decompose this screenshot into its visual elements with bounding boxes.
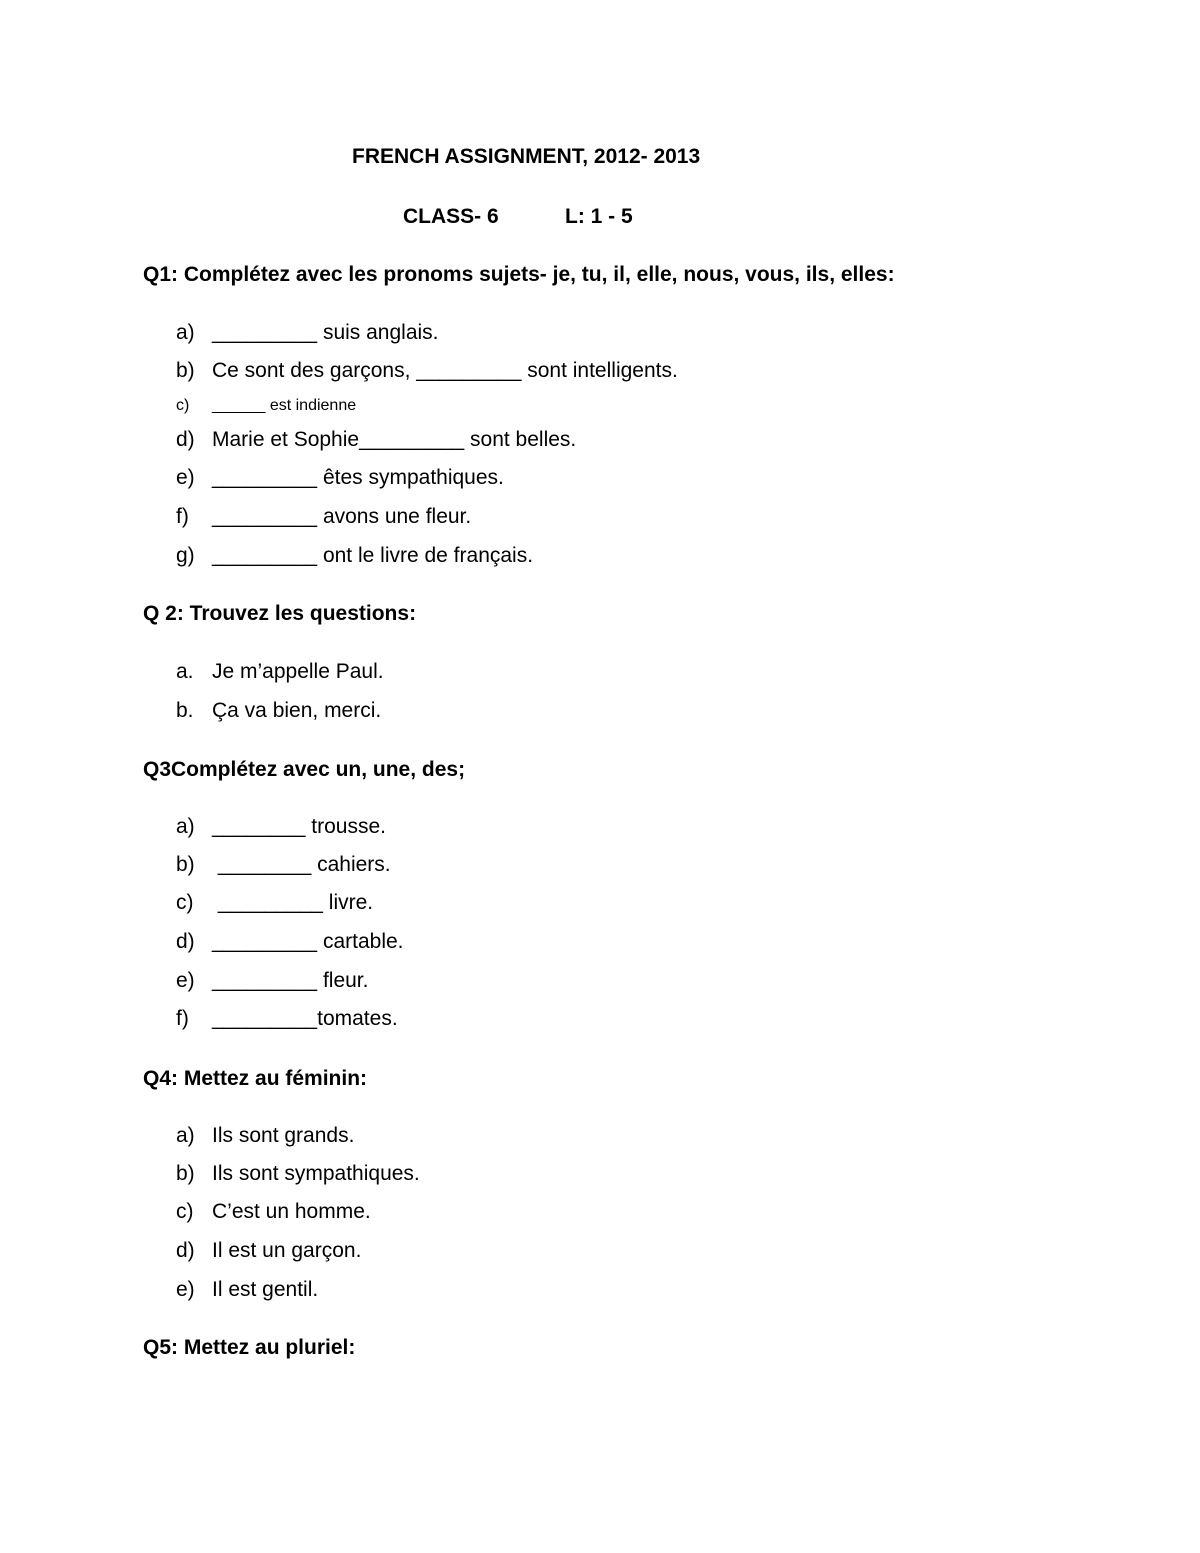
q1-item-text: Marie et Sophie_________ sont belles. (212, 428, 577, 451)
class-label: CLASS- 6 (403, 205, 499, 228)
q1-item-d (176, 428, 576, 452)
q1-item-a (176, 321, 439, 345)
q1-item-e (176, 466, 504, 490)
q4-item-text: Il est un garçon. (212, 1239, 362, 1262)
q4-item-label: d) (176, 1239, 195, 1262)
q4-item-text: Ils sont sympathiques. (212, 1162, 420, 1185)
q3-item-text: _________ livre. (212, 891, 374, 914)
q3-item-text: ________ cahiers. (212, 853, 391, 876)
q4-item-a (176, 1124, 354, 1148)
q4-item-label: c) (176, 1200, 194, 1223)
q5-heading: Q5: Mettez au pluriel: (143, 1336, 356, 1359)
q4-item-e (176, 1278, 318, 1302)
q4-item-c (176, 1200, 371, 1224)
q3-item-b (176, 853, 391, 877)
q2-item-text: Je m’appelle Paul. (212, 660, 384, 683)
document-title: FRENCH ASSIGNMENT, 2012- 2013 (352, 145, 701, 168)
q1-item-label: e) (176, 466, 195, 489)
q1-item-c (176, 397, 356, 415)
q1-item-label: a) (176, 321, 195, 344)
q1-item-b (176, 359, 678, 383)
q3-item-text: ________ trousse. (212, 815, 386, 838)
q3-item-text: _________ cartable. (212, 930, 404, 953)
q1-item-label: b) (176, 359, 195, 382)
q4-item-label: e) (176, 1278, 195, 1301)
q4-item-label: b) (176, 1162, 195, 1185)
q3-item-label: d) (176, 930, 195, 953)
q1-item-text: _________ suis anglais. (212, 321, 439, 344)
q2-item-a (176, 660, 384, 684)
q3-heading: Q3Complétez avec un, une, des; (143, 758, 466, 781)
q3-item-label: e) (176, 969, 195, 992)
q1-item-text: ______ est indienne (212, 397, 357, 414)
q4-item-d (176, 1239, 361, 1263)
q4-item-label: a) (176, 1124, 195, 1147)
q2-item-text: Ça va bien, merci. (212, 699, 382, 722)
q3-item-a (176, 815, 386, 839)
q3-item-text: _________ fleur. (212, 969, 369, 992)
q2-item-b (176, 699, 381, 723)
q1-item-label: d) (176, 428, 195, 451)
q1-item-label: g) (176, 544, 195, 567)
q1-item-g (176, 544, 533, 568)
q3-item-label: a) (176, 815, 195, 838)
q3-item-c (176, 891, 373, 915)
q4-item-text: Il est gentil. (212, 1278, 319, 1301)
lesson-label: L: 1 - 5 (565, 205, 633, 228)
q4-heading: Q4: Mettez au féminin: (143, 1067, 368, 1090)
q1-item-text: _________ êtes sympathiques. (212, 466, 504, 489)
q1-item-label: f) (176, 505, 189, 528)
q2-heading: Q 2: Trouvez les questions: (143, 602, 417, 625)
q4-item-text: Ils sont grands. (212, 1124, 355, 1147)
q3-item-label: c) (176, 891, 194, 914)
q1-item-label: c) (176, 397, 190, 414)
q3-item-label: f) (176, 1007, 189, 1030)
q3-item-label: b) (176, 853, 195, 876)
q4-item-b (176, 1162, 420, 1186)
q1-item-text: _________ avons une fleur. (212, 505, 472, 528)
q3-item-e (176, 969, 368, 993)
q2-item-label: b. (176, 699, 194, 722)
q3-item-text: _________tomates. (212, 1007, 398, 1030)
q3-item-d (176, 930, 404, 954)
q2-item-label: a. (176, 660, 194, 683)
q1-heading: Q1: Complétez avec les pronoms sujets- je, tu, il, elle, nous, vous, ils, elles: (143, 263, 895, 286)
q1-item-text: Ce sont des garçons, _________ sont intelligents. (212, 359, 678, 382)
q3-item-f (176, 1007, 398, 1031)
q1-item-f (176, 505, 471, 529)
q4-item-text: C’est un homme. (212, 1200, 371, 1223)
q1-item-text: _________ ont le livre de français. (212, 544, 534, 567)
